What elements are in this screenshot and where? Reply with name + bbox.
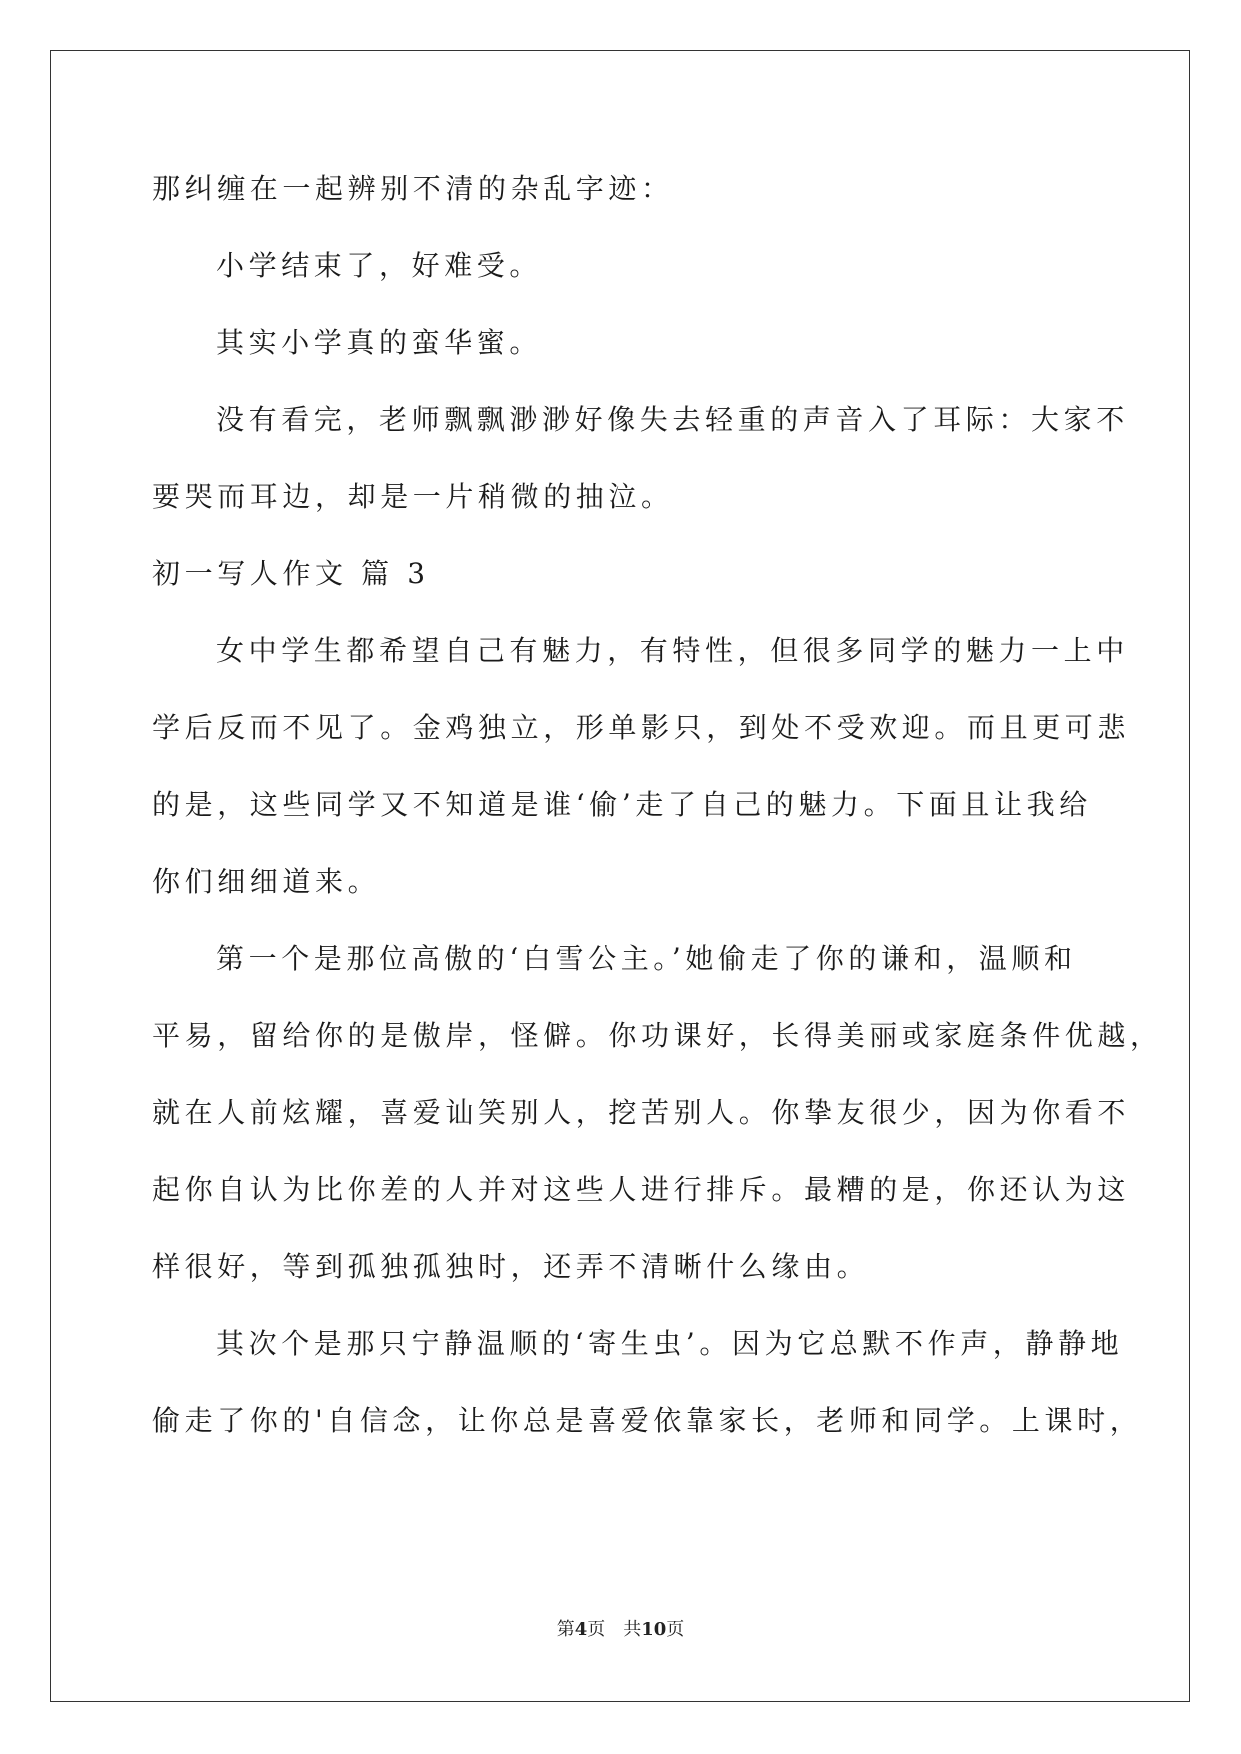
- paragraph: [152, 304, 1092, 381]
- text-line: 要哭而耳边，却是一片稍微的抽泣。: [152, 480, 674, 513]
- footer-total-pages: 10: [641, 1619, 667, 1640]
- text-line: 平易，留给你的是傲岸，怪僻。你功课好，长得美丽或家庭条件优越，: [152, 1019, 1163, 1052]
- text-line: 学后反而不见了。金鸡独立，形单影只，到处不受欢迎。而且更可悲: [152, 711, 1131, 744]
- page-footer: [0, 1615, 1241, 1641]
- text-line: 其次个是那只宁静温顺的‘寄生虫’。因为它总默不作声，静静地: [216, 1327, 1124, 1360]
- text-line: 的是，这些同学又不知道是谁‘偷’走了自己的魅力。下面且让我给: [152, 788, 1092, 821]
- text-line: 样很好，等到孤独孤独时，还弄不清晰什么缘由。: [152, 1250, 870, 1283]
- footer-page-suffix: 页: [587, 1619, 606, 1640]
- text-line: 没有看完，老师飘飘渺渺好像失去轻重的声音入了耳际：大家不: [216, 403, 1129, 436]
- paragraph: [152, 227, 1092, 304]
- text-line: 小学结束了，好难受。: [216, 249, 543, 282]
- footer-total-prefix: 共: [623, 1619, 642, 1640]
- paragraph: [152, 535, 1092, 612]
- footer-prefix: 第: [556, 1619, 575, 1640]
- paragraph: [152, 150, 1092, 227]
- paragraph: [152, 1305, 1143, 1459]
- text-line: 其实小学真的蛮华蜜。: [216, 326, 543, 359]
- text-line: 起你自认为比你差的人并对这些人进行排斥。最糟的是，你还认为这: [152, 1173, 1131, 1206]
- text-line: 初一写人作文 篇 3: [152, 557, 430, 590]
- text-line: 就在人前炫耀，喜爱讪笑别人，挖苦别人。你挚友很少，因为你看不: [152, 1096, 1131, 1129]
- text-line: 偷走了你的'自信念，让你总是喜爱依靠家长，老师和同学。上课时，: [152, 1404, 1143, 1437]
- paragraph: [152, 920, 1163, 1305]
- text-line: 那纠缠在一起辨别不清的杂乱字迹：: [152, 172, 674, 205]
- text-line: 女中学生都希望自己有魅力，有特性，但很多同学的魅力一上中: [216, 634, 1129, 667]
- paragraph: [152, 612, 1131, 920]
- document-body: [152, 150, 1163, 1459]
- footer-page-number: 4: [574, 1619, 588, 1640]
- footer-total-suffix: 页: [666, 1619, 685, 1640]
- text-line: 第一个是那位高傲的‘白雪公主。’她偷走了你的谦和，温顺和: [216, 942, 1077, 975]
- text-line: 你们细细道来。: [152, 865, 381, 898]
- paragraph: [152, 381, 1129, 535]
